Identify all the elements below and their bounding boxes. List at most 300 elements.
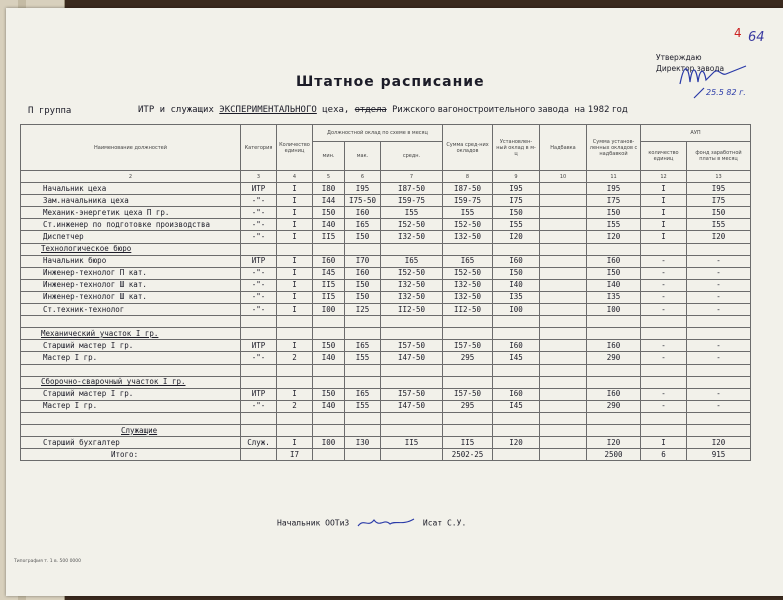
header-plant: Рижского вагоностроительного завода [392,105,569,115]
cell-aupc: - [641,388,687,400]
cell-empty [21,316,241,328]
cell-sum: 295 [443,352,493,364]
table-row [21,364,751,376]
col-max: мак. [345,142,381,171]
section-row [21,243,751,255]
colnum: 11 [587,171,641,183]
cell-min: I60 [313,255,345,267]
colnum: 3 [241,171,277,183]
cell-aupc: I [641,219,687,231]
cell-sum: I59-75 [443,195,493,207]
cell-empty [241,243,277,255]
cell-empty [345,376,381,388]
table-row [21,412,751,424]
cell-aupc: - [641,267,687,279]
cell-empty [345,424,381,436]
cell-empty [540,412,587,424]
header-dept: ЭКСПЕРИМЕНТАЛЬНОГО [219,105,317,115]
cell-set: I55 [493,219,540,231]
cell-aupc: - [641,340,687,352]
cell-aupf: - [687,400,751,412]
cell-cnt: I [277,195,313,207]
colnum: 4 [277,171,313,183]
cell-cat: -"- [241,231,277,243]
cell-empty [241,316,277,328]
cell-sumset: I50 [587,267,641,279]
cell-empty [641,328,687,340]
cell-section: Технологическое бюро [21,243,241,255]
cell-aupc: 6 [641,449,687,461]
colnum: 10 [540,171,587,183]
cell-sumset: 290 [587,400,641,412]
head-signature [354,516,418,530]
cell-avg: II5 [381,437,443,449]
cell-bonus [540,449,587,461]
cell-empty [313,364,345,376]
cell-empty [345,364,381,376]
cell-bonus [540,304,587,316]
cell-set: I50 [493,207,540,219]
cell-empty [493,424,540,436]
cell-cat: ИТР [241,388,277,400]
col-sum-set: Сумма установ-ленных окладов с надбавкой [587,125,641,171]
cell-max: I65 [345,340,381,352]
cell-avg [381,449,443,461]
cell-name: Диспетчер [21,231,241,243]
cell-max: I70 [345,255,381,267]
cell-sumset: I20 [587,231,641,243]
cell-sumset: I40 [587,279,641,291]
cell-sumset: I60 [587,255,641,267]
cell-cat: ИТР [241,255,277,267]
cell-aupc: I [641,183,687,195]
cell-empty [540,243,587,255]
cell-sum: I32-50 [443,279,493,291]
col-set-salary: Установлен-ный оклад в м-ц [493,125,540,171]
cell-min: I40 [313,400,345,412]
cell-max: I50 [345,231,381,243]
cell-avg: I47-50 [381,400,443,412]
cell-min: II5 [313,291,345,303]
cell-set: I60 [493,340,540,352]
cell-avg: I52-50 [381,219,443,231]
cell-empty [641,243,687,255]
staff-table [20,124,751,461]
cell-sumset: I55 [587,219,641,231]
cell-aupf: I75 [687,195,751,207]
cell-empty [313,424,345,436]
cell-cat: -"- [241,279,277,291]
cell-empty [381,328,443,340]
cell-empty [277,243,313,255]
cell-cat [241,449,277,461]
cell-empty [687,424,751,436]
cell-bonus [540,279,587,291]
cell-empty [687,316,751,328]
cell-empty [687,376,751,388]
col-aup: АУП [641,125,751,142]
cell-set: I50 [493,267,540,279]
cell-avg: I55 [381,207,443,219]
table-row [21,304,751,316]
cell-bonus [540,231,587,243]
cell-empty [540,316,587,328]
header-year: на 1982 год [574,105,628,115]
folio-number: 64 [748,30,765,45]
cell-sum: I32-50 [443,231,493,243]
colnum: 13 [687,171,751,183]
cell-bonus [540,183,587,195]
cell-aupf: I20 [687,437,751,449]
cell-section: Сборочно-сварочный участок I гр. [21,376,241,388]
table-row [21,449,751,461]
cell-aupf: - [687,279,751,291]
cell-max: I55 [345,400,381,412]
cell-avg: I57-50 [381,388,443,400]
cell-avg: I32-50 [381,291,443,303]
cell-empty [313,376,345,388]
table-row [21,437,751,449]
cell-cnt: I [277,388,313,400]
cell-empty [241,424,277,436]
cell-avg: I52-50 [381,267,443,279]
table-row [21,352,751,364]
cell-set: I60 [493,255,540,267]
cell-name: Начальник цеха [21,183,241,195]
cell-cnt: I [277,267,313,279]
cell-aupc: - [641,304,687,316]
cell-empty [641,364,687,376]
cell-empty [345,328,381,340]
cell-avg: I32-50 [381,279,443,291]
cell-empty [587,412,641,424]
cell-cnt: I [277,291,313,303]
cell-section: Служащие [21,424,241,436]
cell-max: I95 [345,183,381,195]
cell-name: Старший мастер I гр. [21,340,241,352]
cell-min: I40 [313,219,345,231]
cell-min: II5 [313,231,345,243]
cell-aupc: - [641,279,687,291]
cell-empty [687,412,751,424]
cell-avg: I47-50 [381,352,443,364]
cell-aupf: - [687,352,751,364]
cell-bonus [540,437,587,449]
cell-avg: I32-50 [381,231,443,243]
cell-empty [277,412,313,424]
cell-sumset: I75 [587,195,641,207]
cell-cnt: I [277,340,313,352]
table-row [21,207,751,219]
cell-aupf: I50 [687,207,751,219]
cell-cat: -"- [241,207,277,219]
cell-empty [540,424,587,436]
cell-aupc: - [641,400,687,412]
colnum: 9 [493,171,540,183]
cell-bonus [540,352,587,364]
cell-empty [687,328,751,340]
cell-max: I30 [345,437,381,449]
cell-empty [587,364,641,376]
cell-empty [381,364,443,376]
cell-empty [443,424,493,436]
cell-empty [345,412,381,424]
cell-cat: -"- [241,291,277,303]
cell-section: Механический участок I гр. [21,328,241,340]
approval-line1: Утверждаю [656,53,702,62]
cell-empty [587,316,641,328]
cell-bonus [540,255,587,267]
cell-cnt: I7 [277,449,313,461]
cell-sum: II2-50 [443,304,493,316]
cell-aupf: I20 [687,231,751,243]
printer-imprint: Типография т. 1 в. 500 0000 [14,559,82,564]
col-avg: средн. [381,142,443,171]
cell-sumset: I00 [587,304,641,316]
cell-bonus [540,400,587,412]
cell-empty [443,364,493,376]
cell-empty [313,243,345,255]
cell-bonus [540,207,587,219]
cell-cnt: I [277,304,313,316]
cell-cat: -"- [241,400,277,412]
col-bonus: Надбавка [540,125,587,171]
cell-max: I50 [345,279,381,291]
cell-min: II5 [313,279,345,291]
cell-name: Начальник бюро [21,255,241,267]
cell-aupc: - [641,352,687,364]
approval-line2: Директор завода [656,64,725,73]
cell-sumset: I95 [587,183,641,195]
cell-empty [241,328,277,340]
group-label: П группа [28,106,72,116]
cell-aupc: I [641,231,687,243]
cell-empty [493,328,540,340]
col-aup-fund: фонд заработной платы в месяц [687,142,751,171]
cell-empty [540,364,587,376]
cell-aupc: I [641,195,687,207]
cell-cat: -"- [241,267,277,279]
cell-cnt: I [277,207,313,219]
cell-aupc: - [641,255,687,267]
cell-sum: I57-50 [443,388,493,400]
cell-bonus [540,388,587,400]
cell-empty [587,376,641,388]
cell-sum: I52-50 [443,267,493,279]
footer-right: Исат С.У. [422,518,467,528]
cell-empty [277,328,313,340]
col-name: Наименование должностей [21,125,241,171]
cell-empty [345,243,381,255]
table-row [21,400,751,412]
cell-empty [277,424,313,436]
cell-sumset: I60 [587,340,641,352]
cell-empty [443,412,493,424]
cell-cat: -"- [241,195,277,207]
cell-min: I50 [313,388,345,400]
cell-empty [493,316,540,328]
cell-avg: II2-50 [381,304,443,316]
cell-empty [241,412,277,424]
footer-left: Начальник ООТиЗ [277,518,350,528]
cell-empty [241,364,277,376]
cell-empty [587,243,641,255]
cell-avg: I65 [381,255,443,267]
section-row [21,424,751,436]
table-row [21,255,751,267]
cell-name: Ст.техник-технолог [21,304,241,316]
cell-aupf: - [687,304,751,316]
cell-avg: I87-50 [381,183,443,195]
cell-sum: I55 [443,207,493,219]
cell-max: I25 [345,304,381,316]
cell-name: Старший бухгалтер [21,437,241,449]
table-row [21,291,751,303]
cell-min: I40 [313,352,345,364]
cell-aupc: - [641,291,687,303]
cell-aupf: - [687,255,751,267]
signature-date: 25.5 82 г. [706,88,746,97]
col-aup-count: количество единиц [641,142,687,171]
colnum: 2 [21,171,241,183]
cell-min: I44 [313,195,345,207]
cell-name: Инженер-технолог П кат. [21,267,241,279]
cell-cat: -"- [241,304,277,316]
cell-empty [540,328,587,340]
header-line [138,105,628,115]
colnum: 5 [313,171,345,183]
cell-name: Инженер-технолог Ш кат. [21,291,241,303]
table-row [21,183,751,195]
cell-empty [277,364,313,376]
colnum: 6 [345,171,381,183]
cell-empty [21,412,241,424]
cell-empty [443,243,493,255]
colnum: 8 [443,171,493,183]
header-struck: отдела [354,105,387,115]
col-min: мин. [313,142,345,171]
cell-cat: ИТР [241,340,277,352]
cell-cnt: I [277,279,313,291]
header-prefix: ИТР и служащих [138,105,214,115]
cell-cat: Служ. [241,437,277,449]
cell-empty [443,328,493,340]
cell-set: I75 [493,195,540,207]
cell-max: I60 [345,267,381,279]
col-category: Категория [241,125,277,171]
cell-bonus [540,219,587,231]
cell-name: Механик-энергетик цеха П гр. [21,207,241,219]
cell-empty [381,412,443,424]
colnum: 12 [641,171,687,183]
cell-bonus [540,291,587,303]
cell-set: I45 [493,400,540,412]
table-row [21,231,751,243]
cell-empty [313,412,345,424]
colnum: 7 [381,171,443,183]
cell-empty [381,243,443,255]
cell-aupc: I [641,437,687,449]
cell-min: I00 [313,437,345,449]
table-row [21,219,751,231]
cell-max: I65 [345,388,381,400]
table-row [21,279,751,291]
cell-min: I50 [313,207,345,219]
cell-sumset: 2500 [587,449,641,461]
col-count: Количество единиц [277,125,313,171]
col-sum-avg: Сумма сред-них окладов [443,125,493,171]
table-row [21,316,751,328]
cell-empty [641,424,687,436]
cell-name: Старший мастер I гр. [21,388,241,400]
cell-empty [345,316,381,328]
cell-empty [493,412,540,424]
table-row [21,267,751,279]
cell-sumset: I20 [587,437,641,449]
col-salary-group: Должностной оклад по схеме в месяц [313,125,443,142]
cell-set: I60 [493,388,540,400]
section-row [21,376,751,388]
cell-set [493,449,540,461]
cell-empty [641,376,687,388]
cell-avg: I59-75 [381,195,443,207]
cell-aupf: I55 [687,219,751,231]
cell-cat: -"- [241,219,277,231]
cell-sumset: I60 [587,388,641,400]
table-row [21,388,751,400]
cell-max [345,449,381,461]
cell-cnt: 2 [277,352,313,364]
cell-empty [381,376,443,388]
corner-mark: 4 [734,26,742,40]
cell-empty [540,376,587,388]
cell-cnt: I [277,437,313,449]
footer-signature-line [277,516,466,530]
cell-cnt: I [277,183,313,195]
cell-cnt: 2 [277,400,313,412]
cell-max: I50 [345,291,381,303]
cell-empty [493,364,540,376]
cell-name: Мастер I гр. [21,400,241,412]
cell-cat: ИТР [241,183,277,195]
cell-sum: II5 [443,437,493,449]
cell-set: I20 [493,231,540,243]
cell-sum: I32-50 [443,291,493,303]
cell-empty [687,243,751,255]
cell-aupf: - [687,388,751,400]
cell-empty [443,316,493,328]
cell-empty [641,412,687,424]
cell-sum: I57-50 [443,340,493,352]
cell-empty [381,316,443,328]
cell-empty [493,243,540,255]
cell-name: Инженер-технолог Ш кат. [21,279,241,291]
cell-min: I80 [313,183,345,195]
cell-max: I55 [345,352,381,364]
cell-name: Итого: [21,449,241,461]
document-sheet [6,8,783,596]
cell-sum: I65 [443,255,493,267]
header-mid: цеха, [322,105,350,115]
cell-aupf: I95 [687,183,751,195]
cell-bonus [540,340,587,352]
cell-empty [277,316,313,328]
cell-empty [587,328,641,340]
cell-min: I00 [313,304,345,316]
cell-sum: 2502-25 [443,449,493,461]
cell-set: I45 [493,352,540,364]
cell-name: Ст.инженер по подготовке производства [21,219,241,231]
